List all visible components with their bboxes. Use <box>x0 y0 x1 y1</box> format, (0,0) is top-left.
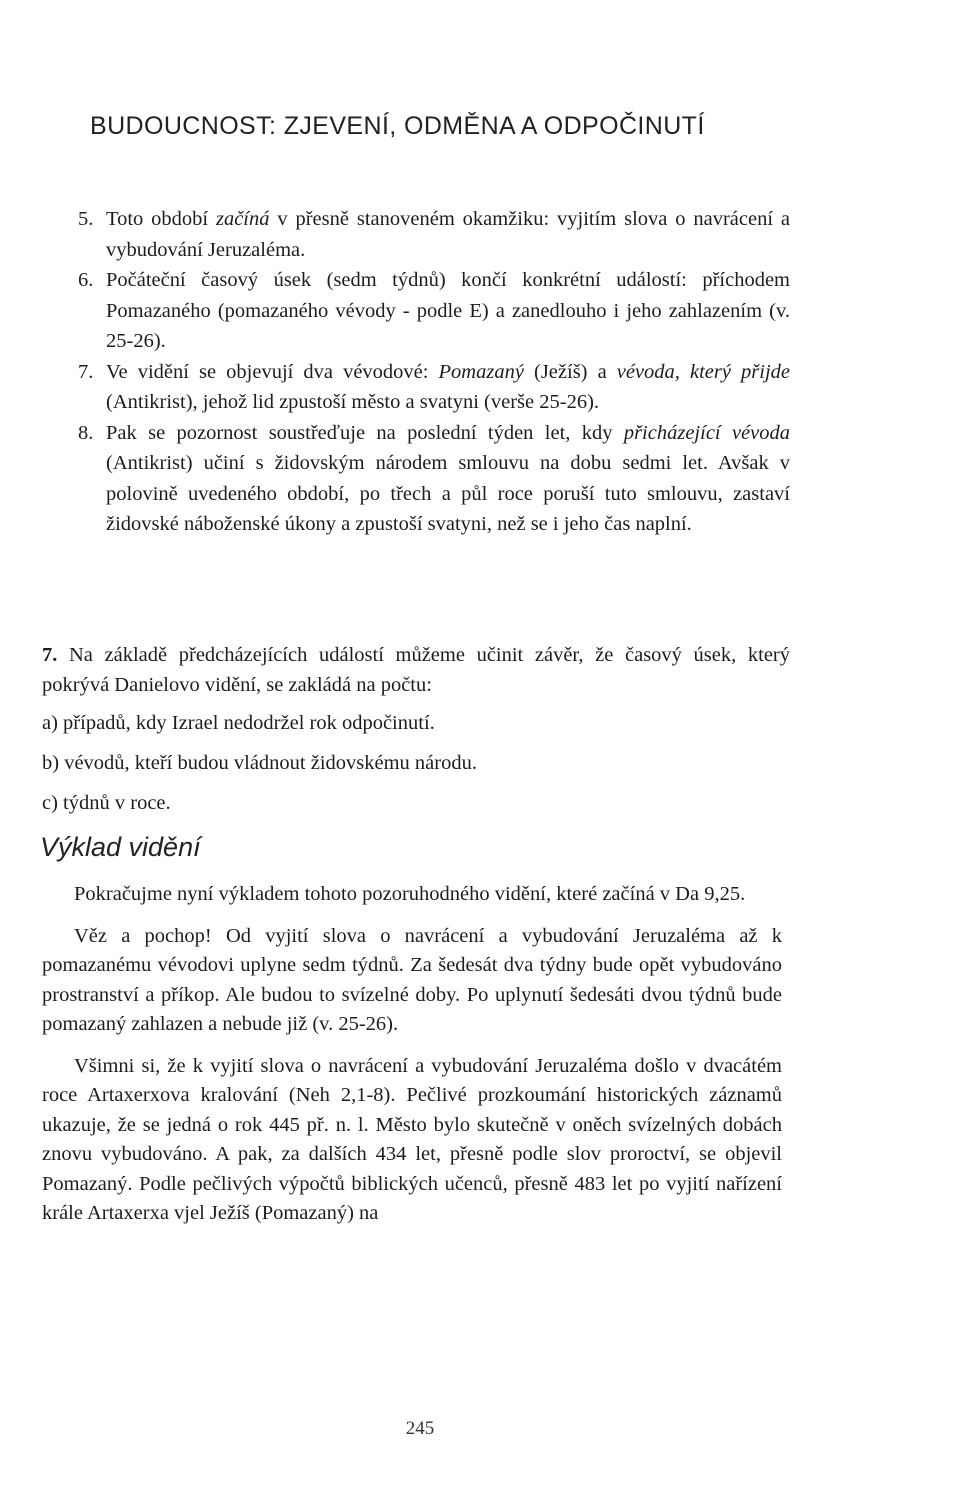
quote-paragraph: Věz a pochop! Od vyjití slova o navrácení a vybudování Jeruzaléma až k pomazanému vévodovi uplyne sedm týdnů. Za šedesát dva týdny bude opět vybudováno prostranství a příkop. Ale budou to svízelné doby. Po uplynutí šedesáti dvou týdnů bude pomazaný zahlazen a nebude již (v. 25-26). <box>42 924 782 1035</box>
paragraph: Pokračujme nyní výkladem tohoto pozoruhodného vidění, které začíná v Da 9,25. <box>74 883 746 905</box>
point-7 <box>78 357 790 418</box>
answer-options <box>42 710 790 830</box>
point-text: Počáteční časový úsek (sedm týdnů) končí konkrétní událostí: příchodem Pomazaného (pomazaného vévody - podle E) a zanedlouho i jeho zahlazením (v. 25-26). <box>106 269 790 352</box>
point-6 <box>78 265 790 357</box>
point-text: Toto období začíná v přesně stanoveném okamžiku: vyjitím slova o navrácení a vybudování Jeruzaléma. <box>106 208 791 261</box>
paragraph: Všimni si, že k vyjití slova o navrácení a vybudování Jeruzaléma došlo v dvacátém roce Artaxerxova kralování (Neh 2,1-8). Pečlivé prozkoumání historických záznamů ukazuje, že se jedná o rok 445 př. n. l. Město bylo skutečně v oněch svízelných dobách znovu vybudováno. A pak, za dalších 434 let, přesně podle slov proroctví, se objevil Pomazaný. Podle pečlivých výpočtů biblických učenců, přesně 483 let po vyjití nařízení krále Artaxerxa vjel Ježíš (Pomazaný) na <box>42 1054 782 1224</box>
point-8 <box>78 418 790 540</box>
point-number: 7. <box>78 360 94 383</box>
point-text: Pak se pozornost soustřeďuje na poslední týden let, kdy přicházející vévoda (Antikrist) učiní s židovským národem smlouvu na dobu sedmi let. Avšak v polovině uvedeného období, po třech a půl roce poruší tuto smlouvu, zastaví židovské náboženské úkony a zpustoší svatyni, než se i jeho čas naplní. <box>106 421 790 535</box>
point-number: 6. <box>78 269 94 291</box>
page-number: 245 <box>405 1418 435 1439</box>
body-text <box>42 880 782 1241</box>
question-text: Na základě předcházejících událostí můžeme učinit závěr, že časový úsek, který pokrývá Danielovo vidění, se zakládá na počtu: <box>42 644 790 696</box>
question-number: 7. <box>42 644 58 666</box>
point-text: Ve vidění se objevují dva vévodové: Pomazaný (Ježíš) a vévoda, který přijde (Antikrist), jehož lid zpustoší město a svatyni (verše 25-26). <box>106 360 790 413</box>
point-number: 5. <box>78 208 94 230</box>
option-c: c) týdnů v roce. <box>42 792 171 814</box>
option-a: a) případů, kdy Izrael nedodržel rok odpočinutí. <box>42 712 435 734</box>
option-b: b) vévodů, kteří budou vládnout židovskému národu. <box>42 752 477 774</box>
running-header: BUDOUCNOST: ZJEVENÍ, ODMĚNA A ODPOČINUTÍ <box>90 112 705 140</box>
numbered-points <box>78 204 790 540</box>
point-5 <box>78 204 790 265</box>
summary-question <box>42 640 790 700</box>
section-heading: Výklad vidění <box>40 832 201 862</box>
point-number: 8. <box>78 421 94 444</box>
